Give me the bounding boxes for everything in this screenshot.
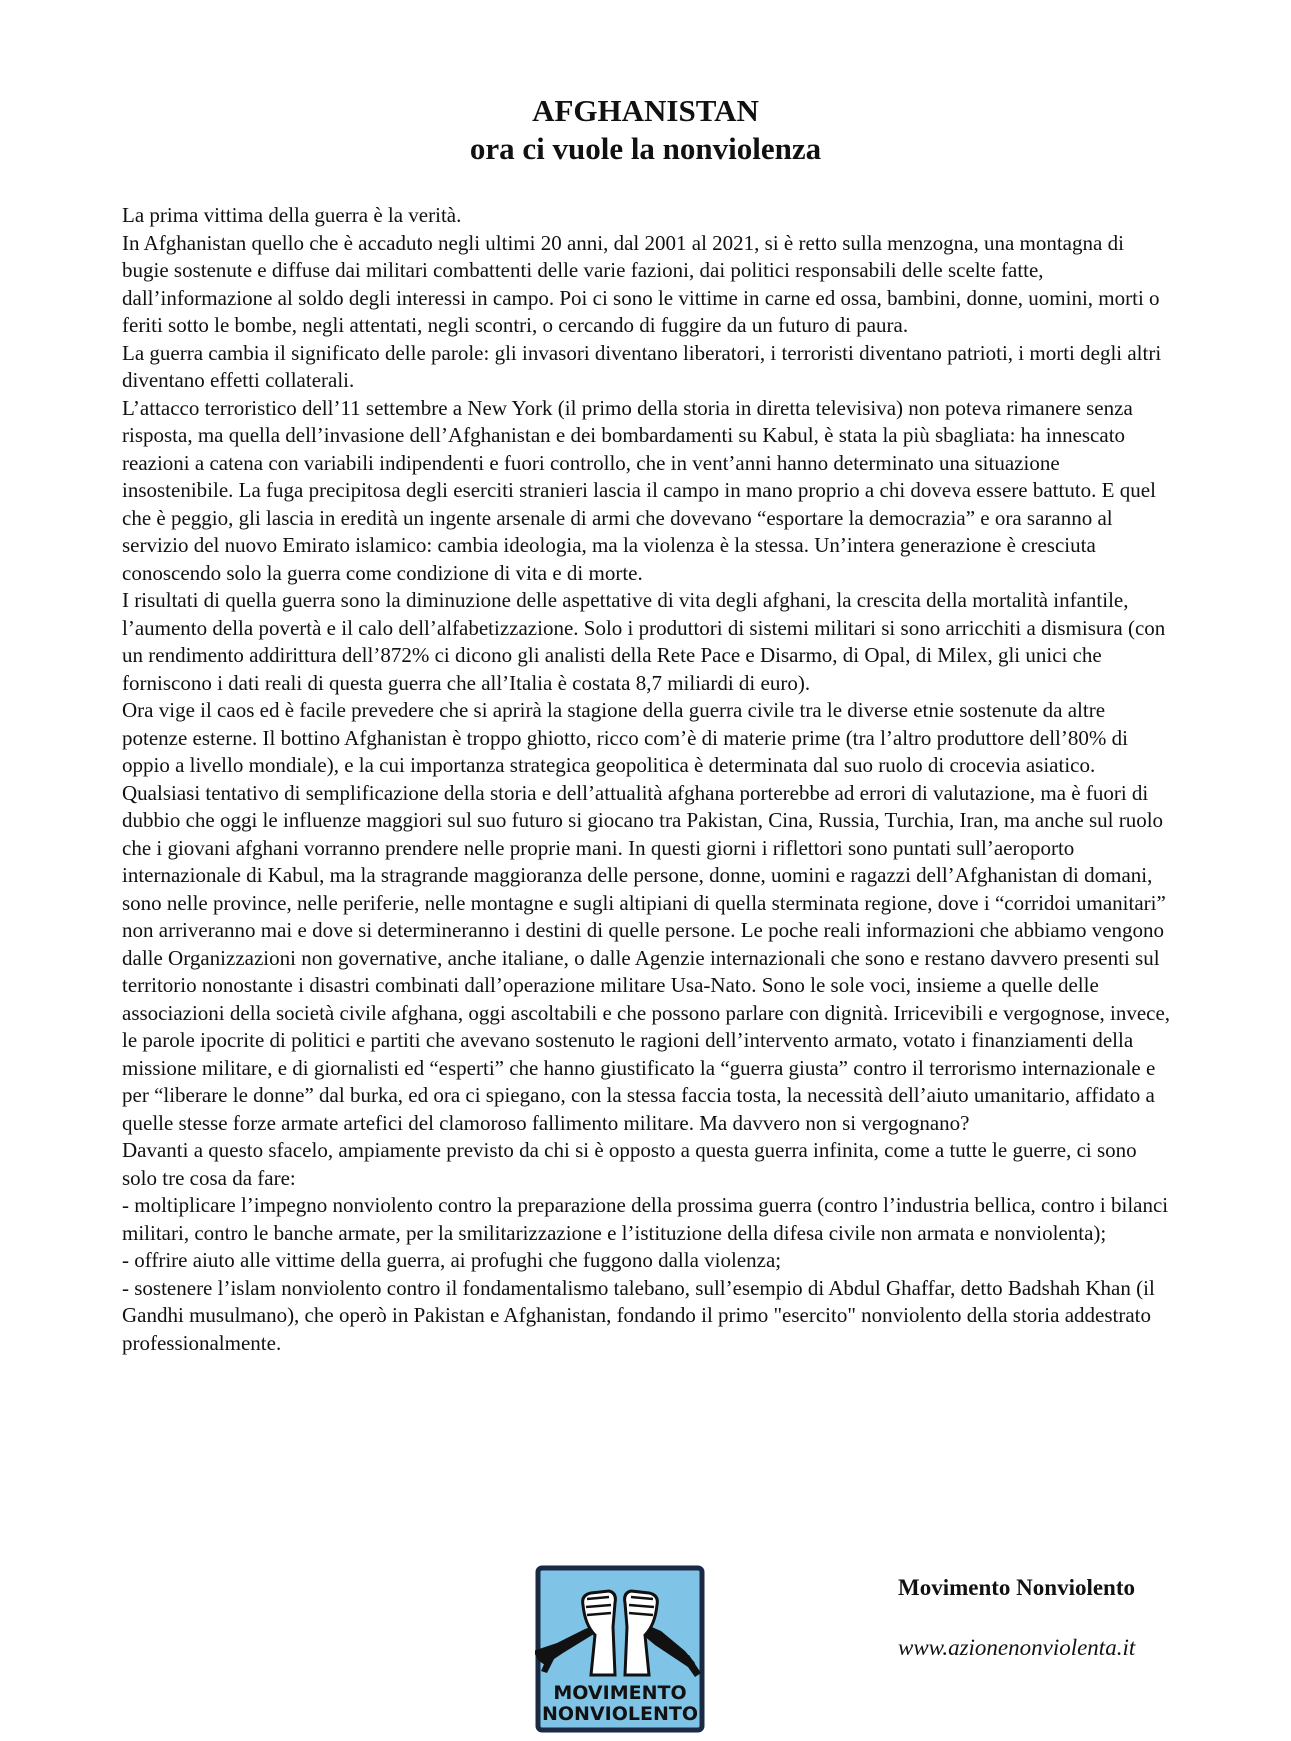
list-item: - offrire aiuto alle vittime della guerra, ai profughi che fuggono dalla violenza; bbox=[122, 1248, 782, 1272]
article-body bbox=[122, 202, 1172, 1357]
logo-text-line-1: MOVIMENTO bbox=[553, 1682, 687, 1704]
paragraph: La guerra cambia il significato delle parole: gli invasori diventano liberatori, i terroristi diventano patrioti, i morti degli altri diventano effetti collaterali. bbox=[122, 340, 1162, 392]
list-item: - moltiplicare l’impegno nonviolento contro la preparazione della prossima guerra (contro l’industria bellica, contro i bilanci militari, contro le banche armate, per la smilitarizzazione e l’istituzione della difesa civile non armata e nonviolenta); bbox=[122, 1193, 1169, 1245]
organization-name: Movimento Nonviolento bbox=[898, 1575, 1136, 1600]
paragraph: La prima vittima della guerra è la verità. bbox=[122, 203, 462, 227]
paragraph: Davanti a questo sfacelo, ampiamente previsto da chi si è opposto a questa guerra infinita, come a tutte le guerre, ci sono solo tre cosa da fare: bbox=[122, 1138, 1137, 1190]
paragraph: L’attacco terroristico dell’11 settembre a New York (il primo della storia in diretta televisiva) non poteva rimanere senza risposta, ma quella dell’invasione dell’Afghanistan e dei bombardamenti su Kabul, è stata la più sbagliata: ha innescato reazioni a catena con variabili indipendenti e fuori controllo, che in vent’anni hanno determinato una situazione insostenibile. La fuga precipitosa degli eserciti stranieri lascia il campo in mano proprio a chi doveva essere battuto. E quel che è peggio, gli lascia in eredità un ingente arsenale di armi che dovevano “esportare la democrazia” e ora saranno al servizio del nuovo Emirato islamico: cambia ideologia, ma la violenza è la stessa. Un’intera generazione è cresciuta conoscendo solo la guerra come condizione di vita e di morte. bbox=[122, 395, 1156, 585]
paragraph: In Afghanistan quello che è accaduto negli ultimi 20 anni, dal 2001 al 2021, si è retto sulla menzogna, una montagna di bugie sostenute e diffuse dai militari combattenti delle varie fazioni, dai politici responsabili delle scelte fatte, dall’informazione al soldo degli interessi in campo. Poi ci sono le vittime in carne ed ossa, bambini, donne, uomini, morti o feriti sotto le bombe, negli attentati, negli scontri, o cercando di fuggire da un futuro di paura. bbox=[122, 230, 1160, 337]
movimento-nonviolento-logo bbox=[535, 1565, 705, 1733]
document-title bbox=[0, 92, 1291, 168]
title-line-2: ora ci vuole la nonviolenza bbox=[469, 131, 822, 166]
paragraph: Ora vige il caos ed è facile prevedere che si aprirà la stagione della guerra civile tra le diverse etnie sostenute da altre potenze esterne. Il bottino Afghanistan è troppo ghiotto, ricco com’è di materie prime (tra l’altro produttore dell’80% di oppio a livello mondiale), e la cui importanza strategica geopolitica è determinata dal suo ruolo di crocevia asiatico. Qualsiasi tentativo di semplificazione della storia e dell’attualità afghana porterebbe ad errori di valutazione, ma è fuori di dubbio che oggi le influenze maggiori sul suo futuro si giocano tra Pakistan, Cina, Russia, Turchia, Iran, ma anche sul ruolo che i giovani afghani vorranno prendere nelle proprie mani. In questi giorni i riflettori sono puntati sull’aeroporto internazionale di Kabul, ma la stragrande maggioranza delle persone, donne, uomini e ragazzi dell’Afghanistan di domani, sono nelle province, nelle periferie, nelle montagne e sugli altipiani di quella sterminata regione, dove i “corridoi umanitari” non arriveranno mai e dove si determineranno i destini di quelle persone. Le poche reali informazioni che abbiamo vengono dalle Organizzazioni non governative, anche italiane, o dalle Agenzie internazionali che sono e restano davvero presenti sul territorio nonostante i disastri combinati dall’operazione militare Usa-Nato. Sono le sole voci, insieme a quelle delle associazioni della società civile afghana, oggi ascoltabili e che possono parlare con dignità. Irricevibili e vergognose, invece, le parole ipocrite di politici e partiti che avevano sostenuto le ragioni dell’intervento armato, votato i finanziamenti della missione militare, e di giornalisti ed “esperti” che hanno giustificato la “guerra giusta” contro il terrorismo internazionale e per “liberare le donne” dal burka, ed ora ci spiegano, con la stessa faccia tosta, la necessità dell’aiuto umanitario, affidato a quelle stesse forze armate artefici del clamoroso fallimento militare. Ma davvero non si vergognano? bbox=[122, 698, 1171, 1135]
paragraph: I risultati di quella guerra sono la diminuzione delle aspettative di vita degli afghani, la crescita della mortalità infantile, l’aumento della povertà e il calo dell’alfabetizzazione. Solo i produttori di sistemi militari si sono arricchiti a dismisura (con un rendimento addirittura dell’872% ci dicono gli analisti della Rete Pace e Disarmo, di Opal, di Milex, gli unici che forniscono i dati reali di questa guerra che all’Italia è costata 8,7 miliardi di euro). bbox=[122, 588, 1166, 695]
logo-text-line-2: NONVIOLENTO bbox=[542, 1703, 698, 1725]
title-line-1: AFGHANISTAN bbox=[532, 93, 759, 128]
website-url: www.azionenonviolenta.it bbox=[898, 1635, 1136, 1660]
list-item: - sostenere l’islam nonviolento contro il fondamentalismo talebano, sull’esempio di Abdul Ghaffar, detto Badshah Khan (il Gandhi musulmano), che operò in Pakistan e Afghanistan, fondando il primo "esercito" nonviolento della storia addestrato professionalmente. bbox=[122, 1275, 1155, 1355]
